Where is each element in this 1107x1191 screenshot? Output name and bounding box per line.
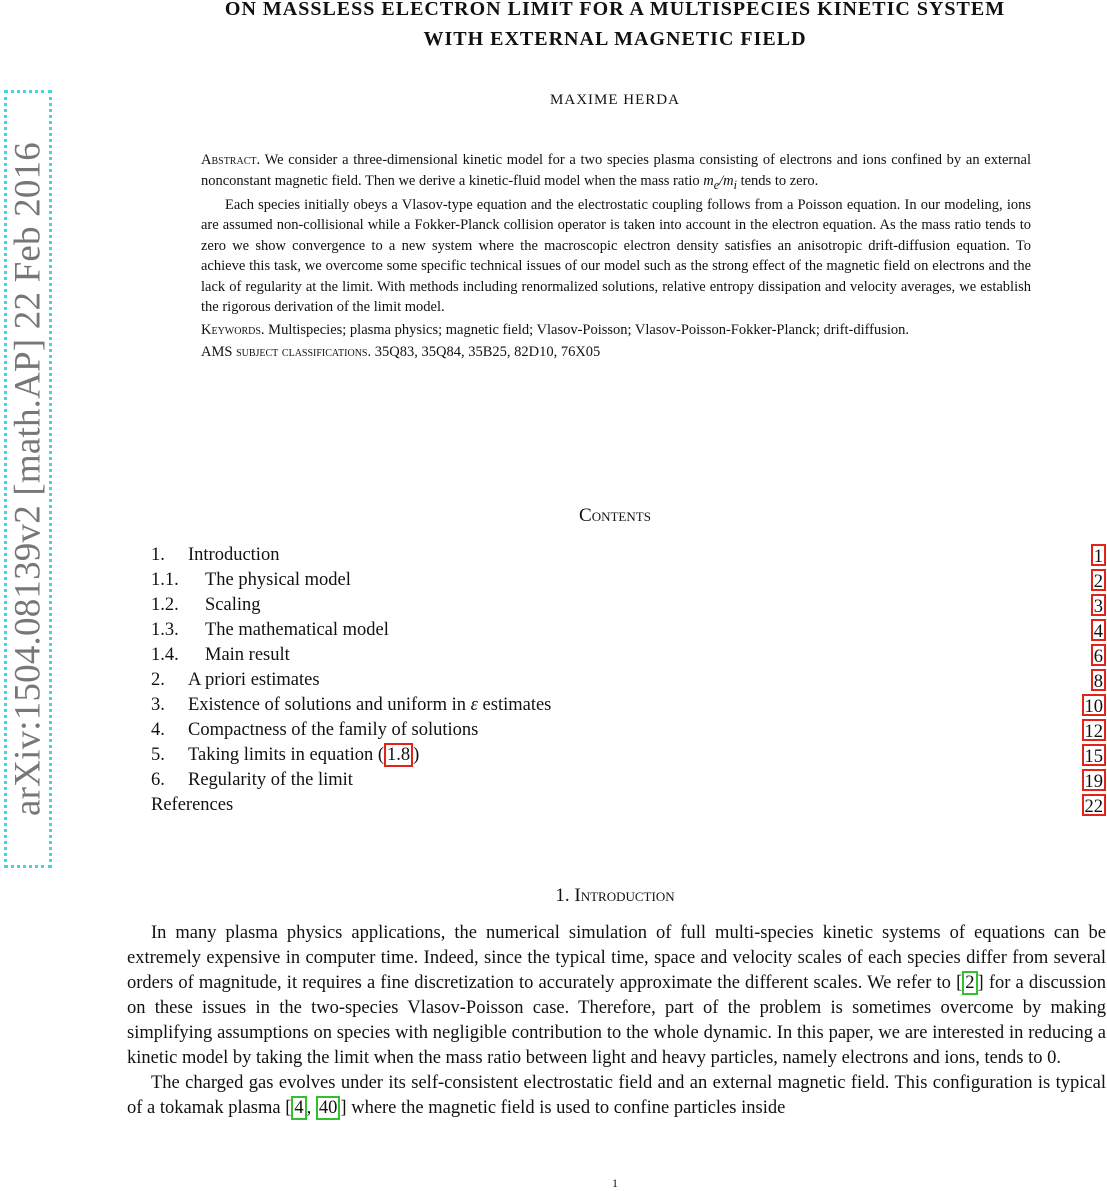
math-epsilon: ε [470, 695, 478, 715]
toc-number: 2. [151, 670, 165, 690]
toc-row [151, 668, 1106, 693]
contents-heading [0, 505, 1107, 527]
citation-link[interactable]: 2 [962, 971, 977, 995]
toc-page-link[interactable]: 19 [1082, 769, 1107, 791]
body-text-part: for a discussion on these issues in the two-species Vlasov-Poisson case. Therefore, part of the problem is sometimes overcome by making simplifying assumptions on species with negligible contribution to the whole dynamic. In this paper, we are interested in reducing a kinetic model by taking the limit when the mass ratio between light and heavy particles, namely electrons and ions, tends to 0. [127, 973, 1106, 1068]
title-line-1: ON MASSLESS ELECTRON LIMIT FOR A MULTISPECIES KINETIC SYSTEM [224, 0, 1006, 20]
citation-link[interactable]: 4 [291, 1096, 306, 1120]
author-name: MAXIME HERDA [550, 92, 680, 108]
toc-page-link[interactable]: 10 [1082, 694, 1107, 716]
toc-page-link[interactable]: 2 [1091, 569, 1106, 591]
body-text-part: The charged gas evolves under its self-consistent electrostatic field and an external magnetic field. This configuration is typical of a tokamak plasma [127, 1073, 1106, 1118]
contents-heading-text: Contents [579, 505, 651, 526]
toc-title: References [151, 795, 234, 815]
math-m: m [703, 172, 714, 189]
keywords-label: Keywords. [201, 321, 265, 338]
body-paragraph-1: In many plasma physics applications, the numerical simulation of full multi-species kinetic systems of equations can be extremely expensive in computer time. Indeed, since the typical time, space and velocity scales of each species differ from several orders of magnitude, it requires a fine discretization to accurately approximate the different scales. We refer to [ 2 ] for a discussion on these issues in the two-species Vlasov-Poisson case. Therefore, part of the problem is sometimes overcome by making simplifying assumptions on species with negligible contribution to the whole dynamic. In this paper, we are interested in reducing a kinetic model by taking the limit when the mass ratio between light and heavy particles, namely electrons and ions, tends to 0. [127, 923, 1106, 1068]
math-slash-m: /m [719, 172, 734, 189]
toc-page-link[interactable]: 15 [1082, 744, 1107, 766]
toc-row [151, 543, 1106, 568]
toc-number: 1.3. [151, 620, 179, 640]
body-text [127, 921, 1106, 1121]
abstract-text-1a: We consider a three-dimensional kinetic model for a two species plasma consisting of electrons and ions confined by an external nonconstant magnetic field. Then we derive a kinetic-fluid model when the mass ratio [201, 152, 1031, 189]
toc-number: 1.4. [151, 645, 179, 665]
toc-title-part: estimates [482, 695, 552, 715]
keywords-text: Multispecies; plasma physics; magnetic field; Vlasov-Poisson; Vlasov-Poisson-Fokker-Planck; drift-diffusion. [268, 321, 910, 338]
toc-row [151, 718, 1106, 743]
toc-title [188, 743, 419, 768]
toc-row [151, 568, 1106, 593]
toc-title: Scaling [205, 595, 261, 615]
paper-title [120, 0, 1107, 54]
toc-title-part: Existence of solutions and uniform in [188, 695, 466, 715]
toc-title: The mathematical model [205, 620, 389, 640]
keywords [201, 320, 1031, 341]
abstract [201, 150, 1031, 363]
toc-title: The physical model [205, 570, 351, 590]
toc-number: 6. [151, 770, 165, 790]
toc-title: A priori estimates [188, 670, 320, 690]
toc-number: 1.2. [151, 595, 179, 615]
abstract-paragraph-1 [201, 150, 1031, 195]
author [0, 92, 1107, 109]
section-title: Introduction [574, 885, 675, 906]
toc-number: 3. [151, 695, 165, 715]
toc-page-link[interactable]: 1 [1091, 544, 1106, 566]
toc-row [151, 593, 1106, 618]
toc-row [151, 768, 1106, 793]
arxiv-stamp [4, 90, 52, 868]
toc-page-link[interactable]: 22 [1082, 794, 1107, 816]
math-sub-i: i [733, 177, 737, 192]
toc-page-link[interactable]: 6 [1091, 644, 1106, 666]
toc-row [151, 793, 1106, 818]
table-of-contents [151, 543, 1106, 818]
ams-label-a: AMS [201, 344, 233, 361]
toc-title: Compactness of the family of solutions [188, 720, 479, 740]
toc-title [188, 693, 551, 718]
body-text-part: where the magnetic field is used to confine particles inside [351, 1098, 786, 1118]
toc-page-link[interactable]: 8 [1091, 669, 1106, 691]
toc-row [151, 618, 1106, 643]
toc-row [151, 743, 1106, 768]
toc-title-part: ) [413, 745, 420, 765]
toc-title-part: Taking limits in equation ( [188, 745, 385, 765]
toc-number: 1.1. [151, 570, 179, 590]
abstract-text-1b: tends to zero. [740, 172, 819, 189]
toc-title: Main result [205, 645, 290, 665]
toc-number: 4. [151, 720, 165, 740]
equation-ref-link[interactable]: 1.8 [384, 743, 413, 767]
ams-label-b: subject classifications. [236, 344, 372, 361]
math-sub-e: e [713, 177, 720, 192]
citation-link[interactable]: 40 [316, 1096, 341, 1120]
section-heading [0, 885, 1107, 907]
page-number-text: 1 [612, 1176, 618, 1190]
section-number: 1. [555, 885, 570, 906]
toc-title: Regularity of the limit [188, 770, 353, 790]
body-text-part: In many plasma physics applications, the numerical simulation of full multi-species kinetic systems of equations can be extremely expensive in computer time. Indeed, since the typical time, space and velocity scales of each species differ from several orders of magnitude, it requires a fine discretization to accurately approximate the different scales. We refer to [127, 923, 1106, 993]
toc-row [151, 693, 1106, 718]
toc-page-link[interactable]: 12 [1082, 719, 1107, 741]
title-line-2: WITH EXTERNAL MAGNETIC FIELD [423, 28, 807, 50]
toc-number: 5. [151, 745, 165, 765]
toc-page-link[interactable]: 4 [1091, 619, 1106, 641]
toc-title: Introduction [188, 545, 280, 565]
toc-row [151, 643, 1106, 668]
arxiv-identifier: arXiv:1504.08139v2 [math.AP] 22 Feb 2016 [7, 142, 49, 816]
abstract-paragraph-2: Each species initially obeys a Vlasov-type equation and the electrostatic coupling follows from a Poisson equation. In our modeling, ions are assumed non-collisional while a Fokker-Planck collision operator is taken into account in the electron equation. As the mass ratio tends to zero we show convergence to a new system where the macroscopic electron density satisfies an anisotropic drift-diffusion equation. To achieve this task, we overcome some specific technical issues of our model such as the strong effect of the magnetic field on electrons and the lack of regularity at the limit. With methods including renormalized solutions, relative entropy dissipation and velocity averages, we establish the rigorous derivation of the limit model. [201, 196, 1031, 316]
toc-number: 1. [151, 545, 165, 565]
toc-page-link[interactable]: 3 [1091, 594, 1106, 616]
ams-codes: 35Q83, 35Q84, 35B25, 82D10, 76X05 [374, 344, 601, 361]
body-paragraph-2: The charged gas evolves under its self-consistent electrostatic field and an external magnetic field. This configuration is typical of a tokamak plasma [ 4 , 40 ] where the magnetic field is used to confine particles inside [127, 1073, 1106, 1118]
ams-classification [201, 342, 1031, 363]
abstract-label: Abstract. [201, 152, 261, 168]
